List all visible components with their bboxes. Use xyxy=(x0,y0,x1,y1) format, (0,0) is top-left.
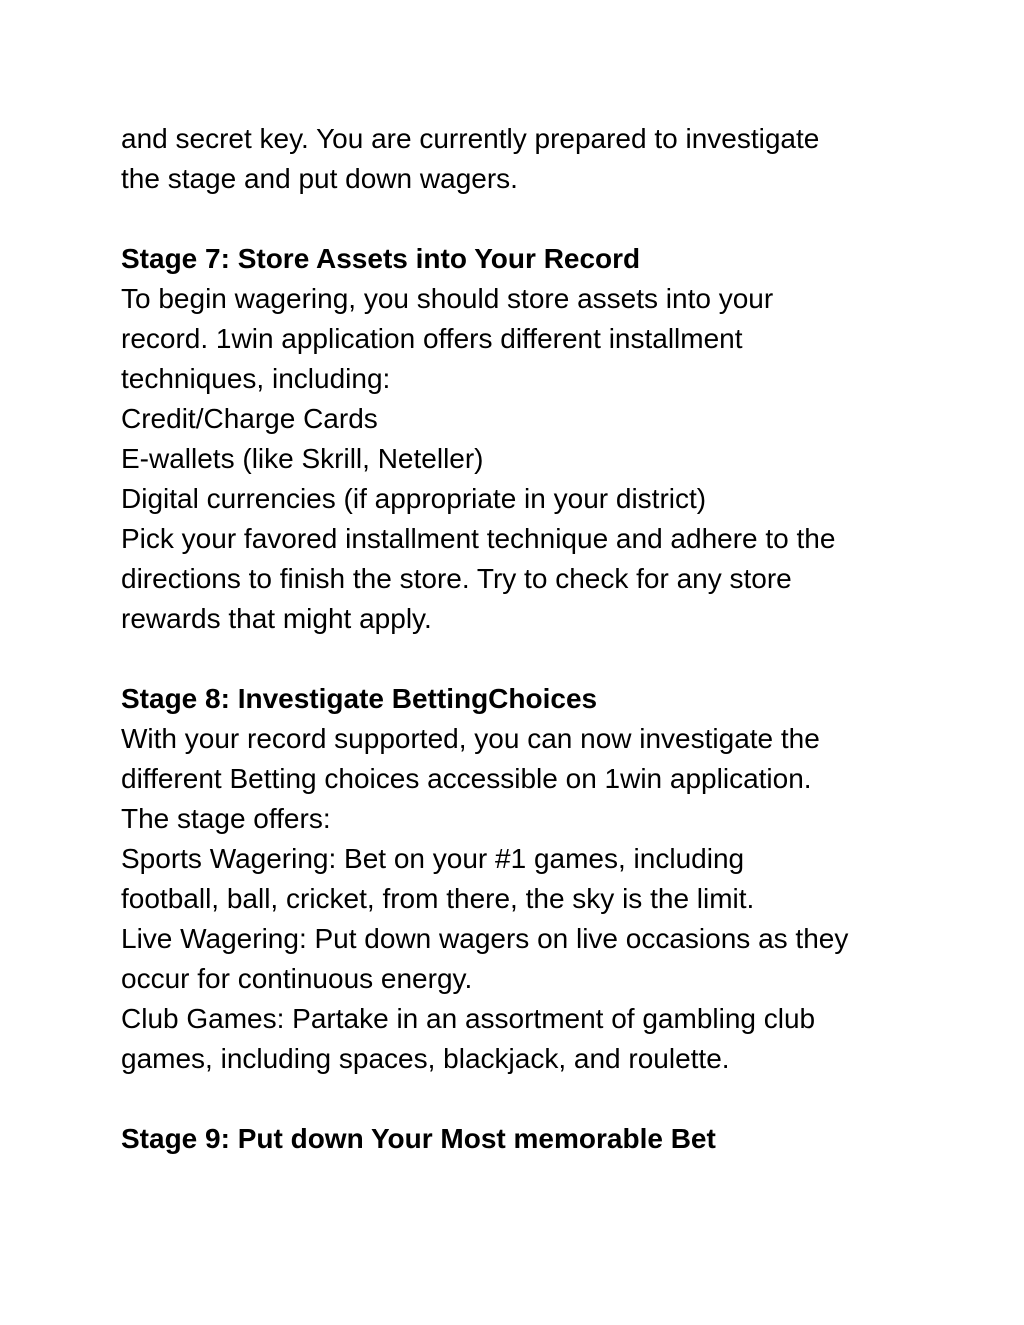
stage-7-line-7: Pick your favored installment technique and adhere to the xyxy=(121,523,836,554)
stage-7-line-5: E-wallets (like Skrill, Neteller) xyxy=(121,443,484,474)
stage-8-heading: Stage 8: Investigate BettingChoices xyxy=(121,683,598,714)
stage-8-line-1: With your record supported, you can now investigate the xyxy=(121,723,820,754)
stage-8-line-7: occur for continuous energy. xyxy=(121,963,473,994)
stage-8-line-3: The stage offers: xyxy=(121,803,331,834)
intro-line-2: the stage and put down wagers. xyxy=(121,163,518,194)
stage-8-line-6: Live Wagering: Put down wagers on live occasions as they xyxy=(121,923,849,954)
stage-7-line-1: To begin wagering, you should store assets into your xyxy=(121,283,774,314)
stage-7-line-2: record. 1win application offers different installment xyxy=(121,323,743,354)
stage-7-heading: Stage 7: Store Assets into Your Record xyxy=(121,243,641,274)
stage-8-line-9: games, including spaces, blackjack, and roulette. xyxy=(121,1043,730,1074)
paragraph-gap xyxy=(121,639,921,679)
intro-line-1: and secret key. You are currently prepared to investigate xyxy=(121,123,820,154)
document-page xyxy=(121,119,921,1159)
paragraph-gap xyxy=(121,199,921,239)
stage-8-line-4: Sports Wagering: Bet on your #1 games, including xyxy=(121,843,745,874)
stage-7-line-4: Credit/Charge Cards xyxy=(121,403,378,434)
stage-7-line-9: rewards that might apply. xyxy=(121,603,432,634)
stage-8-line-2: different Betting choices accessible on 1win application. xyxy=(121,763,812,794)
stage-7-line-3: techniques, including: xyxy=(121,363,391,394)
stage-7-line-6: Digital currencies (if appropriate in your district) xyxy=(121,483,707,514)
stage-8-line-8: Club Games: Partake in an assortment of gambling club xyxy=(121,1003,816,1034)
stage-8-line-5: football, ball, cricket, from there, the sky is the limit. xyxy=(121,883,755,914)
stage-9-heading: Stage 9: Put down Your Most memorable Bet xyxy=(121,1123,716,1154)
stage-7-line-8: directions to finish the store. Try to check for any store xyxy=(121,563,792,594)
paragraph-gap xyxy=(121,1079,921,1119)
